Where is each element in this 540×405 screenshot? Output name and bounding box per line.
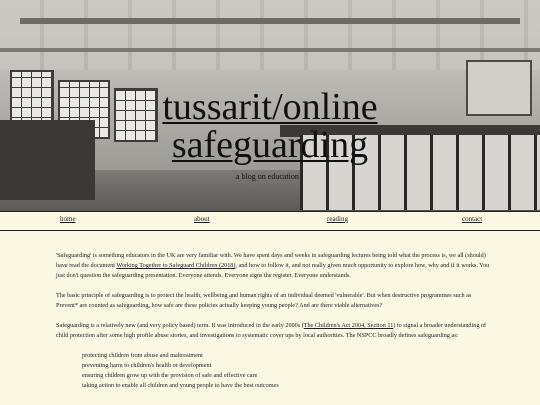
site-title-line-1: tussarit/online — [162, 86, 378, 128]
paragraph — [56, 251, 490, 281]
nav-reading-link[interactable]: reading — [327, 215, 348, 223]
childrens-act-link[interactable]: The Children's Act 2004, Section 11 — [303, 322, 394, 329]
paragraph-text: Safeguarding is a relatively new (and very policy based) term. It was introduced in the early 2000s ( — [56, 322, 304, 329]
header-photo-beam — [20, 18, 520, 24]
site-subtitle: a blog on education — [236, 172, 299, 181]
header-photo-beam — [0, 48, 540, 52]
site-title-line-2: safeguarding — [171, 124, 369, 166]
paragraph-text: , and how to follow it, and not really given much opportunity to explore how, why and if it works. You just don't question the safeguarding presentation. Everyone attends. Everyone signs the register. Everyone understands. — [56, 262, 490, 279]
nav-home-link[interactable]: home — [60, 215, 76, 223]
list-item: taking action to enable all children and young people to have the best outcomes — [82, 382, 279, 389]
paragraph-text: ) to signal a broader understanding of child protection after some high profile abuse stories, and investigations to systematic cover ups by local authorities. The NSPCC broadly defines safeguarding as: — [56, 322, 487, 339]
paragraph-text: 'Safeguarding' is something educators in the UK are very familiar with. We have spent days and weeks in safeguarding lectures being told what the process is, we all (should) have read the document — [56, 252, 486, 269]
main-nav — [0, 211, 540, 231]
header-photo-ceiling — [0, 0, 540, 70]
list-item: protecting children from abuse and maltreatment — [82, 352, 203, 359]
paragraph — [56, 321, 490, 341]
article-body — [0, 231, 540, 391]
safeguarding-definition-list — [56, 351, 490, 391]
nav-contact-link[interactable]: contact — [462, 215, 483, 223]
list-item: ensuring children grow up with the provision of safe and effective care — [82, 372, 258, 379]
list-item: preventing harm to children's health or development — [82, 362, 212, 369]
working-together-link[interactable]: Working Together to Safeguard Children (2018) — [116, 262, 236, 269]
site-title — [0, 88, 540, 164]
nav-about-link[interactable]: about — [194, 215, 210, 223]
paragraph: The basic principle of safeguarding is to protect the health, wellbeing and human rights of an individual deemed 'vulnerable'. But when destructive programmes such as Prevent* are counted as safeguarding, how safe are these policies actually keeping young people? And are there viable alternatives? — [56, 292, 472, 309]
